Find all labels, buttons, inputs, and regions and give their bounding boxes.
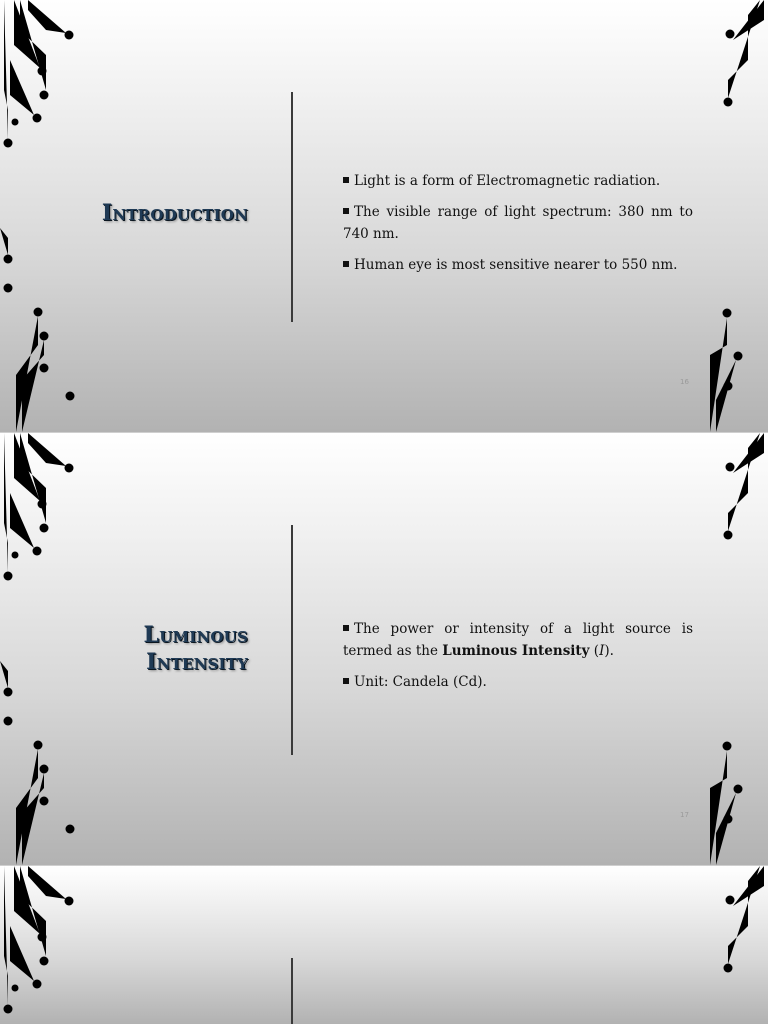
square-bullet-icon [343, 208, 349, 214]
vertical-divider [291, 92, 293, 322]
vertical-divider [291, 525, 293, 755]
circuit-decoration-right [678, 866, 768, 1024]
circuit-decoration-left [0, 866, 90, 1024]
slide-title-line: Intensity [146, 649, 248, 675]
page-number: 17 [680, 811, 689, 819]
slide-17 [0, 433, 768, 865]
bullet-item: The power or intensity of a light source is termed as the Luminous Intensity (I). [343, 621, 693, 659]
bullet-item: The visible range of light spectrum: 380 nm to 740 nm. [343, 204, 693, 242]
bullet-item: Light is a form of Electromagnetic radiation. [343, 170, 693, 192]
page-number: 16 [680, 378, 689, 386]
square-bullet-icon [343, 625, 349, 631]
slide-title-line: Luminous [143, 622, 248, 648]
slide-title [48, 200, 248, 227]
slide-16 [0, 0, 768, 432]
bullet-item: Human eye is most sensitive nearer to 550 nm. [343, 254, 693, 276]
slide-18 [0, 866, 768, 1024]
square-bullet-icon [343, 678, 349, 684]
square-bullet-icon [343, 177, 349, 183]
slide-title [48, 622, 248, 676]
bullet-list [343, 170, 693, 285]
square-bullet-icon [343, 261, 349, 267]
vertical-divider [291, 958, 293, 1024]
slide-title-line: Introduction [101, 200, 248, 226]
bullet-item: Unit: Candela (Cd). [343, 671, 693, 693]
bullet-list [343, 618, 693, 702]
